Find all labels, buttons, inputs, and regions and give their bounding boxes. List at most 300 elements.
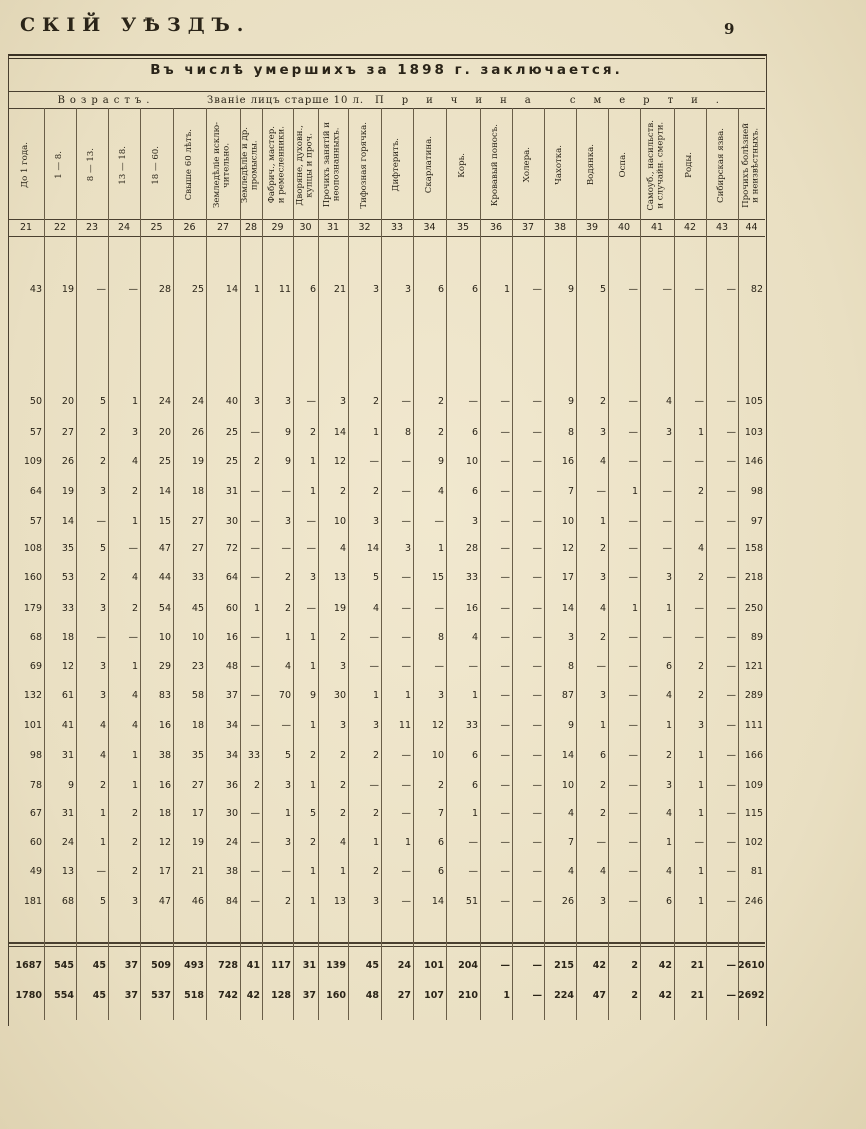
table-cell: 43 bbox=[29, 284, 42, 295]
table-cell: 1 bbox=[309, 456, 316, 467]
table-cell: 98 bbox=[29, 750, 42, 761]
column-header-label: Роды. bbox=[684, 152, 695, 178]
table-cell: 1 bbox=[309, 866, 316, 877]
table-cell: 3 bbox=[339, 661, 346, 672]
column-header-label: Дифтеритъ. bbox=[391, 138, 402, 192]
table-cell: 19 bbox=[191, 837, 204, 848]
table-cell: — bbox=[532, 603, 542, 614]
table-cell: 38 bbox=[158, 750, 171, 761]
table-cell: 2 bbox=[697, 572, 704, 583]
table-cell: — bbox=[726, 516, 736, 527]
table-cell: 2 bbox=[253, 780, 260, 791]
table-cell: — bbox=[401, 780, 411, 791]
table-cell: 30 bbox=[225, 516, 238, 527]
table-cell: 13 bbox=[61, 866, 74, 877]
table-cell: 2 bbox=[131, 486, 138, 497]
table-cell: 1 bbox=[697, 750, 704, 761]
table-cell: — bbox=[628, 866, 638, 877]
table-cell: 158 bbox=[744, 543, 763, 554]
total-cell: 42 bbox=[658, 990, 672, 1001]
table-cell: 4 bbox=[665, 396, 672, 407]
table-cell: 109 bbox=[744, 780, 763, 791]
table-cell: 57 bbox=[29, 427, 42, 438]
table-cell: 1 bbox=[437, 543, 444, 554]
table-cell: 4 bbox=[599, 603, 606, 614]
total-cell: 21 bbox=[690, 960, 704, 971]
table-cell: — bbox=[726, 632, 736, 643]
table-cell: 8 bbox=[567, 661, 574, 672]
total-cell: 742 bbox=[218, 990, 238, 1001]
total-cell: 1 bbox=[503, 990, 510, 1001]
table-cell: 24 bbox=[158, 396, 171, 407]
table-cell: — bbox=[726, 456, 736, 467]
table-cell: 13 bbox=[333, 896, 346, 907]
table-cell: 16 bbox=[158, 780, 171, 791]
table-cell: 5 bbox=[372, 572, 379, 583]
total-cell: 21 bbox=[690, 990, 704, 1001]
table-cell: 2 bbox=[309, 837, 316, 848]
table-cell: — bbox=[694, 632, 704, 643]
table-cell: — bbox=[281, 486, 291, 497]
table-cell: — bbox=[500, 896, 510, 907]
table-cell: 1 bbox=[309, 896, 316, 907]
table-cell: 3 bbox=[665, 427, 672, 438]
table-cell: 3 bbox=[284, 396, 291, 407]
table-cell: 2 bbox=[372, 486, 379, 497]
total-cell: 204 bbox=[458, 960, 478, 971]
table-cell: 27 bbox=[191, 516, 204, 527]
table-cell: 2 bbox=[437, 780, 444, 791]
group-causes: Причина смерти. bbox=[375, 95, 737, 106]
table-cell: — bbox=[401, 750, 411, 761]
table-cell: 33 bbox=[465, 572, 478, 583]
table-cell: — bbox=[726, 661, 736, 672]
table-cell: 60 bbox=[225, 603, 238, 614]
table-cell: — bbox=[662, 284, 672, 295]
column-header-label: 18 — 60. bbox=[150, 145, 161, 185]
column-header-label: Тифозная горячка. bbox=[358, 121, 369, 209]
table-frame-double-rule bbox=[8, 58, 765, 59]
table-cell: 68 bbox=[61, 896, 74, 907]
table-cell: 1 bbox=[309, 780, 316, 791]
table-cell: — bbox=[628, 780, 638, 791]
table-cell: 6 bbox=[471, 750, 478, 761]
column-header-label: Земледѣліе исклю- чительно. bbox=[212, 122, 232, 208]
table-cell: 7 bbox=[567, 486, 574, 497]
table-cell: 19 bbox=[333, 603, 346, 614]
table-cell: 6 bbox=[665, 896, 672, 907]
table-cell: 21 bbox=[333, 284, 346, 295]
column-header bbox=[413, 112, 446, 218]
column-number: 26 bbox=[183, 222, 196, 233]
table-cell: — bbox=[532, 396, 542, 407]
totals-rule-1 bbox=[8, 942, 765, 944]
table-cell: — bbox=[532, 661, 542, 672]
table-cell: — bbox=[628, 456, 638, 467]
table-cell: — bbox=[250, 486, 260, 497]
total-cell: 47 bbox=[592, 990, 606, 1001]
title-rule bbox=[8, 91, 765, 92]
table-cell: 4 bbox=[567, 866, 574, 877]
table-cell: 1 bbox=[309, 720, 316, 731]
table-cell: 4 bbox=[665, 808, 672, 819]
table-cell: — bbox=[500, 603, 510, 614]
table-cell: 50 bbox=[29, 396, 42, 407]
table-cell: — bbox=[250, 896, 260, 907]
total-cell: 42 bbox=[246, 990, 260, 1001]
table-cell: 3 bbox=[99, 486, 106, 497]
table-cell: 27 bbox=[61, 427, 74, 438]
column-header-label: Фабрич., мастер. и ремесленники. bbox=[266, 126, 287, 204]
column-header bbox=[76, 112, 108, 218]
group-age: Возрастъ. bbox=[57, 95, 155, 106]
table-cell: — bbox=[628, 516, 638, 527]
column-rule bbox=[240, 108, 241, 1020]
table-cell: 13 bbox=[333, 572, 346, 583]
total-cell: 45 bbox=[365, 960, 379, 971]
table-cell: 87 bbox=[561, 690, 574, 701]
table-cell: — bbox=[532, 808, 542, 819]
table-cell: 9 bbox=[284, 427, 291, 438]
table-cell: 5 bbox=[99, 396, 106, 407]
table-cell: 1 bbox=[697, 866, 704, 877]
table-cell: — bbox=[281, 543, 291, 554]
table-cell: 1 bbox=[131, 396, 138, 407]
column-header bbox=[576, 112, 608, 218]
table-cell: 7 bbox=[437, 808, 444, 819]
table-cell: — bbox=[500, 543, 510, 554]
table-cell: — bbox=[369, 632, 379, 643]
table-cell: — bbox=[628, 837, 638, 848]
table-cell: 64 bbox=[29, 486, 42, 497]
table-cell: 111 bbox=[744, 720, 763, 731]
total-cell: 509 bbox=[151, 960, 171, 971]
column-number: 31 bbox=[326, 222, 340, 233]
table-cell: 9 bbox=[567, 284, 574, 295]
table-cell: — bbox=[532, 486, 542, 497]
table-cell: 218 bbox=[744, 572, 763, 583]
column-header bbox=[240, 112, 262, 218]
column-number: 32 bbox=[358, 222, 371, 233]
table-cell: 17 bbox=[561, 572, 574, 583]
table-cell: — bbox=[500, 866, 510, 877]
table-cell: — bbox=[628, 750, 638, 761]
total-cell: 1780 bbox=[15, 990, 42, 1001]
table-cell: 30 bbox=[225, 808, 238, 819]
table-cell: — bbox=[662, 516, 672, 527]
column-rule bbox=[348, 108, 349, 1020]
table-cell: — bbox=[306, 516, 316, 527]
table-cell: 26 bbox=[191, 427, 204, 438]
table-cell: — bbox=[628, 690, 638, 701]
page-number: 9 bbox=[724, 20, 735, 38]
table-cell: — bbox=[726, 284, 736, 295]
table-cell: 11 bbox=[398, 720, 411, 731]
table-cell: — bbox=[250, 866, 260, 877]
table-cell: — bbox=[369, 780, 379, 791]
table-cell: 20 bbox=[158, 427, 171, 438]
column-header-label: Прочихъ болѣзней и неизвѣстныхъ. bbox=[740, 122, 761, 208]
table-cell: 8 bbox=[567, 427, 574, 438]
header-rule bbox=[8, 219, 765, 220]
table-cell: 20 bbox=[61, 396, 74, 407]
table-cell: 5 bbox=[284, 750, 291, 761]
column-rule bbox=[446, 108, 447, 1020]
table-cell: — bbox=[250, 516, 260, 527]
table-cell: — bbox=[500, 486, 510, 497]
table-cell: — bbox=[726, 896, 736, 907]
table-cell: 2 bbox=[339, 750, 346, 761]
table-cell: 1 bbox=[503, 284, 510, 295]
table-cell: — bbox=[500, 632, 510, 643]
column-header-label: Оспа. bbox=[618, 152, 629, 178]
table-cell: 6 bbox=[471, 284, 478, 295]
column-header bbox=[140, 112, 173, 218]
table-cell: — bbox=[434, 516, 444, 527]
table-cell: 69 bbox=[29, 661, 42, 672]
table-cell: 9 bbox=[284, 456, 291, 467]
table-cell: 34 bbox=[225, 720, 238, 731]
table-cell: 1 bbox=[372, 690, 379, 701]
column-number: 23 bbox=[85, 222, 99, 233]
column-rule bbox=[413, 108, 414, 1020]
table-cell: — bbox=[281, 866, 291, 877]
table-cell: — bbox=[306, 543, 316, 554]
table-cell: 3 bbox=[599, 690, 606, 701]
table-cell: 3 bbox=[599, 427, 606, 438]
table-cell: 2 bbox=[99, 780, 106, 791]
table-cell: 1 bbox=[309, 486, 316, 497]
column-rule bbox=[512, 108, 513, 1020]
column-header-label: Земледѣліе и др. промыслы. bbox=[240, 126, 260, 204]
column-header bbox=[318, 112, 348, 218]
table-cell: 4 bbox=[665, 690, 672, 701]
table-cell: 33 bbox=[61, 603, 74, 614]
table-cell: — bbox=[401, 661, 411, 672]
table-cell: 25 bbox=[158, 456, 171, 467]
column-number: 29 bbox=[271, 222, 284, 233]
table-cell: 19 bbox=[191, 456, 204, 467]
table-cell: — bbox=[250, 837, 260, 848]
table-cell: 47 bbox=[158, 543, 171, 554]
table-cell: 1 bbox=[131, 661, 138, 672]
table-cell: 289 bbox=[744, 690, 763, 701]
table-cell: 6 bbox=[471, 780, 478, 791]
table-cell: 250 bbox=[744, 603, 763, 614]
column-rule bbox=[640, 108, 641, 1020]
table-cell: 109 bbox=[23, 456, 42, 467]
column-header-label: Прочихъ занятій и неопознанныхъ. bbox=[322, 122, 342, 208]
table-cell: — bbox=[532, 780, 542, 791]
table-cell: 3 bbox=[665, 572, 672, 583]
table-cell: 4 bbox=[284, 661, 291, 672]
table-cell: — bbox=[250, 427, 260, 438]
column-rule bbox=[480, 108, 481, 1020]
table-cell: 9 bbox=[67, 780, 74, 791]
table-cell: — bbox=[532, 516, 542, 527]
table-cell: 2 bbox=[309, 427, 316, 438]
table-cell: 83 bbox=[158, 690, 171, 701]
table-cell: 2 bbox=[339, 486, 346, 497]
table-cell: — bbox=[726, 866, 736, 877]
table-cell: — bbox=[662, 486, 672, 497]
total-cell: 117 bbox=[271, 960, 291, 971]
table-cell: 160 bbox=[23, 572, 42, 583]
table-cell: 3 bbox=[437, 690, 444, 701]
table-title: Въ числѣ умершихъ за 1898 г. заключается. bbox=[150, 62, 623, 78]
column-number: 34 bbox=[423, 222, 436, 233]
table-cell: — bbox=[369, 456, 379, 467]
table-cell: 27 bbox=[191, 780, 204, 791]
table-cell: 4 bbox=[567, 808, 574, 819]
table-cell: — bbox=[500, 690, 510, 701]
table-cell: 10 bbox=[465, 456, 478, 467]
table-cell: 21 bbox=[191, 866, 204, 877]
table-cell: — bbox=[532, 837, 542, 848]
column-header-label: Водянка. bbox=[586, 144, 597, 186]
table-cell: 3 bbox=[309, 572, 316, 583]
column-number: 22 bbox=[53, 222, 67, 233]
table-cell: 1 bbox=[131, 516, 138, 527]
table-cell: 2 bbox=[372, 808, 379, 819]
table-cell: 78 bbox=[29, 780, 42, 791]
table-cell: 181 bbox=[23, 896, 42, 907]
table-cell: — bbox=[401, 866, 411, 877]
table-cell: 44 bbox=[158, 572, 171, 583]
table-cell: — bbox=[628, 808, 638, 819]
table-cell: — bbox=[401, 632, 411, 643]
table-cell: 6 bbox=[599, 750, 606, 761]
table-cell: 3 bbox=[697, 720, 704, 731]
table-cell: 4 bbox=[339, 543, 346, 554]
table-cell: — bbox=[250, 690, 260, 701]
table-cell: — bbox=[532, 690, 542, 701]
table-cell: 17 bbox=[191, 808, 204, 819]
table-cell: — bbox=[628, 720, 638, 731]
table-cell: — bbox=[596, 486, 606, 497]
column-number: 39 bbox=[585, 222, 599, 233]
table-cell: 2 bbox=[284, 896, 291, 907]
table-cell: 60 bbox=[29, 837, 42, 848]
table-cell: — bbox=[434, 603, 444, 614]
table-cell: 18 bbox=[191, 720, 204, 731]
table-cell: — bbox=[401, 808, 411, 819]
running-head: СКІЙ УѢЗДЪ. bbox=[20, 14, 251, 36]
table-cell: 121 bbox=[744, 661, 763, 672]
table-cell: — bbox=[628, 632, 638, 643]
table-cell: 97 bbox=[750, 516, 763, 527]
table-cell: 33 bbox=[465, 720, 478, 731]
table-cell: — bbox=[726, 572, 736, 583]
table-cell: — bbox=[401, 896, 411, 907]
table-cell: 27 bbox=[191, 543, 204, 554]
column-number: 24 bbox=[117, 222, 131, 233]
table-cell: — bbox=[281, 720, 291, 731]
table-cell: — bbox=[628, 572, 638, 583]
column-header-label: Свыше 60 лѣтъ. bbox=[183, 129, 194, 201]
total-cell: 37 bbox=[124, 960, 138, 971]
table-cell: — bbox=[468, 837, 478, 848]
table-cell: 16 bbox=[225, 632, 238, 643]
table-cell: 51 bbox=[465, 896, 478, 907]
table-cell: 3 bbox=[372, 720, 379, 731]
table-cell: 10 bbox=[158, 632, 171, 643]
table-cell: 6 bbox=[471, 486, 478, 497]
table-cell: — bbox=[694, 284, 704, 295]
table-cell: 29 bbox=[158, 661, 171, 672]
table-cell: 19 bbox=[61, 284, 74, 295]
total-cell: 2 bbox=[631, 960, 638, 971]
total-cell: — bbox=[532, 990, 542, 1001]
total-cell: 2692 bbox=[738, 990, 765, 1001]
table-cell: 3 bbox=[339, 396, 346, 407]
table-cell: 14 bbox=[431, 896, 444, 907]
table-cell: 1 bbox=[404, 837, 411, 848]
column-number: 28 bbox=[244, 222, 258, 233]
table-cell: 7 bbox=[567, 837, 574, 848]
table-cell: 25 bbox=[191, 284, 204, 295]
column-header bbox=[706, 112, 738, 218]
table-cell: 36 bbox=[225, 780, 238, 791]
table-cell: 4 bbox=[599, 456, 606, 467]
table-cell: 12 bbox=[61, 661, 74, 672]
total-cell: 101 bbox=[424, 960, 444, 971]
table-cell: 105 bbox=[744, 396, 763, 407]
table-cell: 2 bbox=[253, 456, 260, 467]
table-cell: — bbox=[532, 572, 542, 583]
column-header bbox=[293, 112, 318, 218]
table-cell: 1 bbox=[665, 720, 672, 731]
table-cell: — bbox=[532, 427, 542, 438]
table-cell: — bbox=[401, 572, 411, 583]
table-cell: 82 bbox=[750, 284, 763, 295]
table-cell: 1 bbox=[339, 866, 346, 877]
column-rule bbox=[108, 108, 109, 1020]
table-cell: 2 bbox=[437, 427, 444, 438]
table-cell: — bbox=[401, 486, 411, 497]
column-number: 27 bbox=[216, 222, 230, 233]
column-header bbox=[480, 112, 512, 218]
table-cell: 14 bbox=[561, 750, 574, 761]
table-cell: 3 bbox=[284, 516, 291, 527]
table-cell: 102 bbox=[744, 837, 763, 848]
table-cell: — bbox=[128, 284, 138, 295]
total-cell: 1687 bbox=[15, 960, 42, 971]
table-cell: 1 bbox=[284, 808, 291, 819]
table-cell: 12 bbox=[561, 543, 574, 554]
total-cell: — bbox=[726, 960, 736, 971]
table-cell: — bbox=[401, 603, 411, 614]
table-cell: 6 bbox=[437, 866, 444, 877]
column-rule bbox=[608, 108, 609, 1020]
total-cell: 210 bbox=[458, 990, 478, 1001]
total-cell: 37 bbox=[124, 990, 138, 1001]
table-cell: 48 bbox=[225, 661, 238, 672]
table-cell: 89 bbox=[750, 632, 763, 643]
table-cell: — bbox=[532, 720, 542, 731]
table-cell: 3 bbox=[99, 603, 106, 614]
table-cell: 45 bbox=[191, 603, 204, 614]
column-header-label: Дворяне, духовн., купцы и проч. bbox=[294, 124, 315, 206]
table-cell: — bbox=[468, 396, 478, 407]
table-cell: 1 bbox=[309, 632, 316, 643]
table-cell: 3 bbox=[253, 396, 260, 407]
totals-rule-2 bbox=[8, 946, 765, 947]
table-cell: — bbox=[596, 837, 606, 848]
table-cell: 28 bbox=[465, 543, 478, 554]
table-cell: 1 bbox=[697, 896, 704, 907]
table-cell: 115 bbox=[744, 808, 763, 819]
